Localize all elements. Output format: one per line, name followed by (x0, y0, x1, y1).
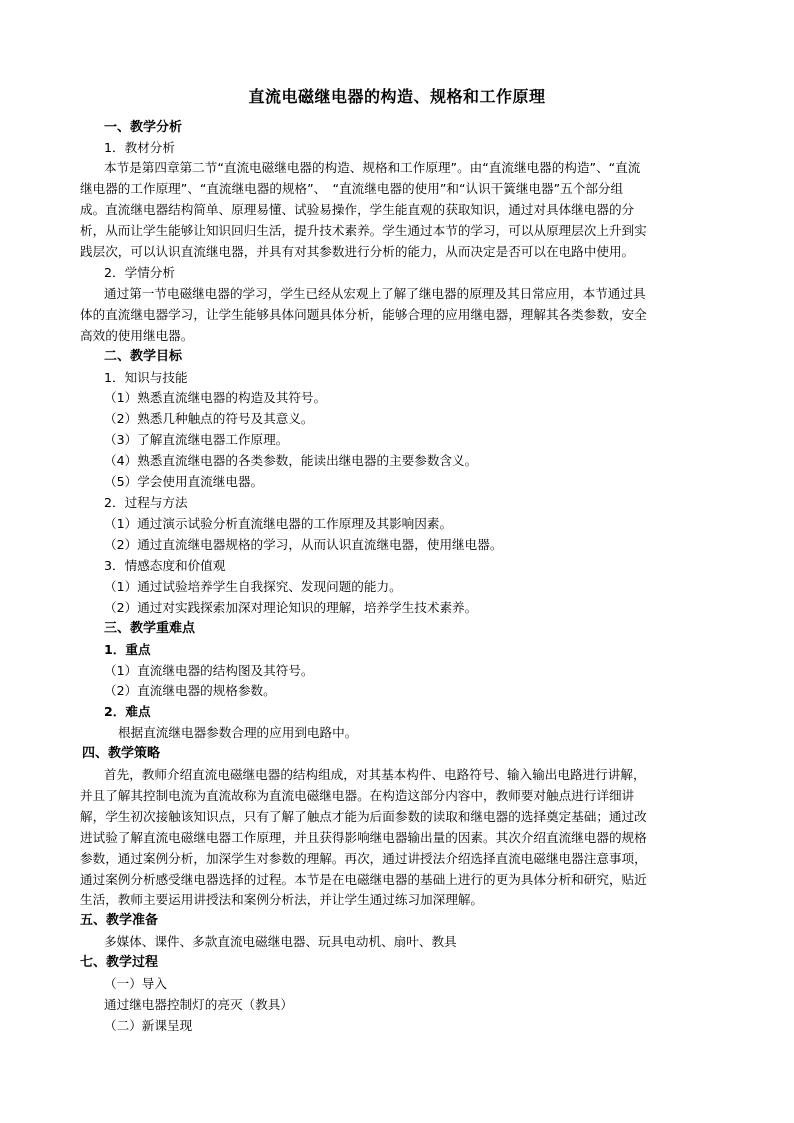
subheading-new-lesson: （二）新课呈现 (104, 1018, 193, 1033)
paragraph-line: 践层次，可以认识直流继电器，并具有对其参数进行分析的能力，从而决定是否可以在电路中使用。 (80, 244, 635, 259)
paragraph-line: 体的直流继电器学习，让学生能够具体问题具体分析，能够合理的应用继电器，理解其各类参数，安全 (80, 307, 647, 322)
paragraph-line: 首先，教师介绍直流电磁继电器的结构组成，对其基本构件、电路符号、输入输出电路进行讲解， (104, 767, 646, 782)
list-item: （2）通过直流继电器规格的学习，从而认识直流继电器，使用继电器。 (104, 537, 503, 552)
paragraph-line: 高效的使用继电器。 (80, 328, 194, 343)
subheading-textbook-analysis: 1．教材分析 (104, 140, 175, 155)
subheading-attitude-values: 3．情感态度和价值观 (104, 558, 226, 573)
paragraph-line: 通过第一节电磁继电器的学习，学生已经从宏观上了解了继电器的原理及其日常应用，本节通过具 (104, 286, 646, 301)
document-title: 直流电磁继电器的构造、规格和工作原理 (248, 87, 546, 106)
subheading-process-methods: 2．过程与方法 (104, 495, 188, 510)
subheading-focus: 1．重点 (104, 642, 151, 657)
list-item: （2）通过对实践探索加深对理论知识的理解，培养学生技术素养。 (104, 600, 478, 615)
list-item: （2）直流继电器的规格参数。 (104, 683, 276, 698)
list-item: （5）学会使用直流继电器。 (104, 474, 264, 489)
list-item: （1）通过试验培养学生自我探究、发现问题的能力。 (104, 579, 402, 594)
list-item: （3）了解直流继电器工作原理。 (104, 432, 289, 447)
list-item: （2）熟悉几种触点的符号及其意义。 (104, 411, 314, 426)
paragraph-line: 根据直流继电器参数合理的应用到电路中。 (118, 725, 358, 740)
paragraph-line: 生活，教师主要运用讲授法和案例分析法，并让学生通过练习加深理解。 (80, 892, 483, 907)
paragraph-line: 并且了解其控制电流为直流故称为直流电磁继电器。在构造这部分内容中，教师要对触点进行详细讲 (80, 788, 635, 803)
list-item: （1）直流继电器的结构图及其符号。 (104, 663, 314, 678)
paragraph-line: 进试验了解直流电磁继电器工作原理，并且获得影响继电器输出量的因素。其次介绍直流继电器的规格 (80, 830, 647, 845)
paragraph-line: 本节是第四章第二节“直流电磁继电器的构造、规格和工作原理”。由“直流继电器的构造”、“直流 (104, 160, 641, 175)
paragraph-line: 成。直流继电器结构简单、原理易懂、试验易操作，学生能直观的获取知识，通过对具体继电器的分 (80, 202, 635, 217)
subheading-knowledge-skills: 1．知识与技能 (104, 370, 188, 385)
list-item: （1）熟悉直流继电器的构造及其符号。 (104, 390, 327, 405)
section-heading-analysis: 一、教学分析 (104, 120, 183, 135)
paragraph-line: 析，从而让学生能够让知识回归生活，提升技术素养。学生通过本节的学习，可以从原理层次上升到实 (80, 223, 647, 238)
paragraph-line: 继电器的工作原理”、“直流继电器的规格”、 “直流继电器的使用”和“认识干簧继电器”五个部分组 (80, 181, 624, 196)
section-heading-process: 七、教学过程 (80, 955, 159, 970)
list-item: （1）通过演示试验分析直流继电器的工作原理及其影响因素。 (104, 516, 453, 531)
paragraph-line: 多媒体、课件、多款直流电磁继电器、玩具电动机、扇叶、教具 (104, 934, 457, 949)
subheading-introduction: （一）导入 (104, 976, 167, 991)
subheading-student-analysis: 2．学情分析 (104, 265, 175, 280)
section-heading-preparation: 五、教学准备 (80, 913, 159, 928)
section-heading-strategy: 四、教学策略 (82, 746, 161, 761)
section-heading-key-points: 三、教学重难点 (104, 621, 196, 636)
paragraph-line: 参数，通过案例分析，加深学生对参数的理解。再次，通过讲授法介绍选择直流电磁继电器注意事项， (80, 851, 647, 866)
section-heading-goals: 二、教学目标 (104, 349, 183, 364)
subheading-difficulty: 2．难点 (104, 704, 151, 719)
paragraph-line: 通过案例分析感受继电器选择的过程。本节是在电磁继电器的基础上进行的更为具体分析和研究，贴近 (80, 872, 647, 887)
list-item: （4）熟悉直流继电器的各类参数，能读出继电器的主要参数含义。 (104, 453, 478, 468)
paragraph-line: 通过继电器控制灯的亮灭（教具） (104, 997, 293, 1012)
paragraph-line: 解，学生初次接触该知识点，只有了解了触点才能为后面参数的读取和继电器的选择奠定基础；通过改 (80, 809, 647, 824)
